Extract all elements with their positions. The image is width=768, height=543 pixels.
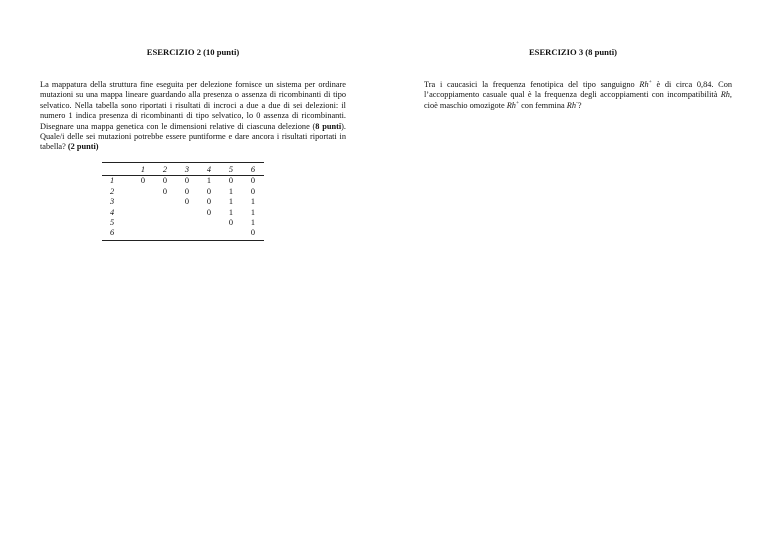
table-row [102, 197, 264, 207]
table-cell: 0 [250, 176, 256, 186]
exercise-2-title: ESERCIZIO 2 (10 punti) [146, 47, 240, 57]
exercise-3-text [424, 80, 732, 111]
exercise-3-text-part1: Tra i caucasici la frequenza fenotipica del tipo sanguigno [424, 80, 640, 89]
table-row-header: 3 [110, 197, 115, 207]
exercise-2-text-part1: La mappatura della struttura fine eseguita per delezione fornisce un sistema per ordinare mutazioni su una mappa lineare guardando alla presenza o assenza di ricombinanti di tipo selvatico. Nella tabella sono riportati i risultati di incroci a due a due di sei delezioni: il numero 1 indica presenza di ricombinanti di tipo selvatico, lo 0 assenza di ricombinanti. Disegnare una mappa genetica con le dimensioni relative di ciascuna delezione ( [40, 80, 346, 131]
exercise-3-text-part3: , cioè maschio omozigote [424, 90, 732, 110]
table-row [102, 228, 264, 240]
table-cell: 0 [162, 176, 168, 186]
table-col-header: 4 [198, 163, 220, 176]
table-cell [176, 228, 198, 240]
rh-symbol: Rh [506, 100, 516, 110]
table-cell: 0 [228, 218, 234, 228]
table-cell: 0 [206, 186, 212, 196]
table-cell: 0 [206, 207, 212, 217]
rh-symbol: Rh [720, 90, 730, 100]
exercise-3-text-part2: è di circa 0,84. Con l’accoppiamento casuale qual è la frequenza degli accoppiamenti con incompatibilità [424, 80, 732, 100]
table-col-header: 6 [242, 163, 264, 176]
table-cell: 0 [162, 186, 168, 196]
table-body [102, 176, 264, 240]
table-cell: 1 [250, 207, 256, 217]
recombination-table [102, 162, 264, 241]
table-cell [198, 218, 220, 228]
rh-plus: + [515, 100, 520, 107]
table-row-header: 1 [110, 176, 115, 186]
table-row-header: 5 [110, 218, 115, 228]
exercise-2-points-map: 8 punti [315, 121, 342, 131]
table-cell: 0 [206, 197, 212, 207]
exercise-2-text [40, 80, 346, 153]
table-col-header: 5 [220, 163, 242, 176]
table-row-header: 6 [102, 228, 132, 240]
table-header-row [102, 163, 264, 176]
exercise-2-points-question: (2 punti) [67, 142, 99, 152]
table-cell [132, 208, 154, 218]
rh-plus: + [648, 79, 652, 86]
table-cell [132, 218, 154, 228]
table-cell: 0 [140, 176, 146, 186]
table-cell: 1 [228, 186, 234, 196]
table-row [102, 218, 264, 228]
table-cell [154, 228, 176, 240]
rh-symbol: Rh [639, 80, 649, 89]
exercise-3-text-part5: ? [577, 100, 582, 110]
table-cell: 1 [206, 176, 212, 186]
table-cell [154, 208, 176, 218]
table-cell [176, 208, 198, 218]
table-cell [132, 228, 154, 240]
table-cell: 1 [228, 197, 234, 207]
table-cell: 0 [250, 186, 256, 196]
table-cell: 1 [250, 218, 256, 228]
table-col-header: 1 [132, 163, 154, 176]
table-cell [198, 228, 220, 240]
table-cell: 0 [242, 228, 264, 240]
table-cell [154, 218, 176, 228]
table-cell: 0 [228, 176, 234, 186]
table-cell: 1 [228, 207, 234, 217]
rh-minus: - [575, 100, 578, 107]
table-cell: 1 [250, 197, 256, 207]
exercise-2-text-part2: ). Quale/i delle sei mutazioni potrebbe essere puntiforme e dare ancora i risultati riportati in tabella? [40, 121, 346, 152]
table-row [102, 187, 264, 197]
table-cell: 0 [184, 186, 190, 196]
exercise-3-title: ESERCIZIO 3 (8 punti) [528, 47, 618, 57]
table-row [102, 176, 264, 187]
table-row [102, 208, 264, 218]
exercise-3-text-part4: con femmina [519, 100, 567, 110]
table-row-header: 4 [110, 207, 115, 217]
table-cell [176, 218, 198, 228]
table-row-header: 2 [110, 186, 115, 196]
table-col-header: 2 [154, 163, 176, 176]
rh-symbol: Rh [566, 100, 576, 110]
table-cell [220, 228, 242, 240]
table-col-header: 3 [176, 163, 198, 176]
table-cell [132, 187, 154, 197]
table-cell [132, 197, 154, 207]
table-cell: 0 [184, 176, 190, 186]
table-corner [102, 163, 132, 176]
table-cell: 0 [184, 197, 190, 207]
table-cell [154, 197, 176, 207]
